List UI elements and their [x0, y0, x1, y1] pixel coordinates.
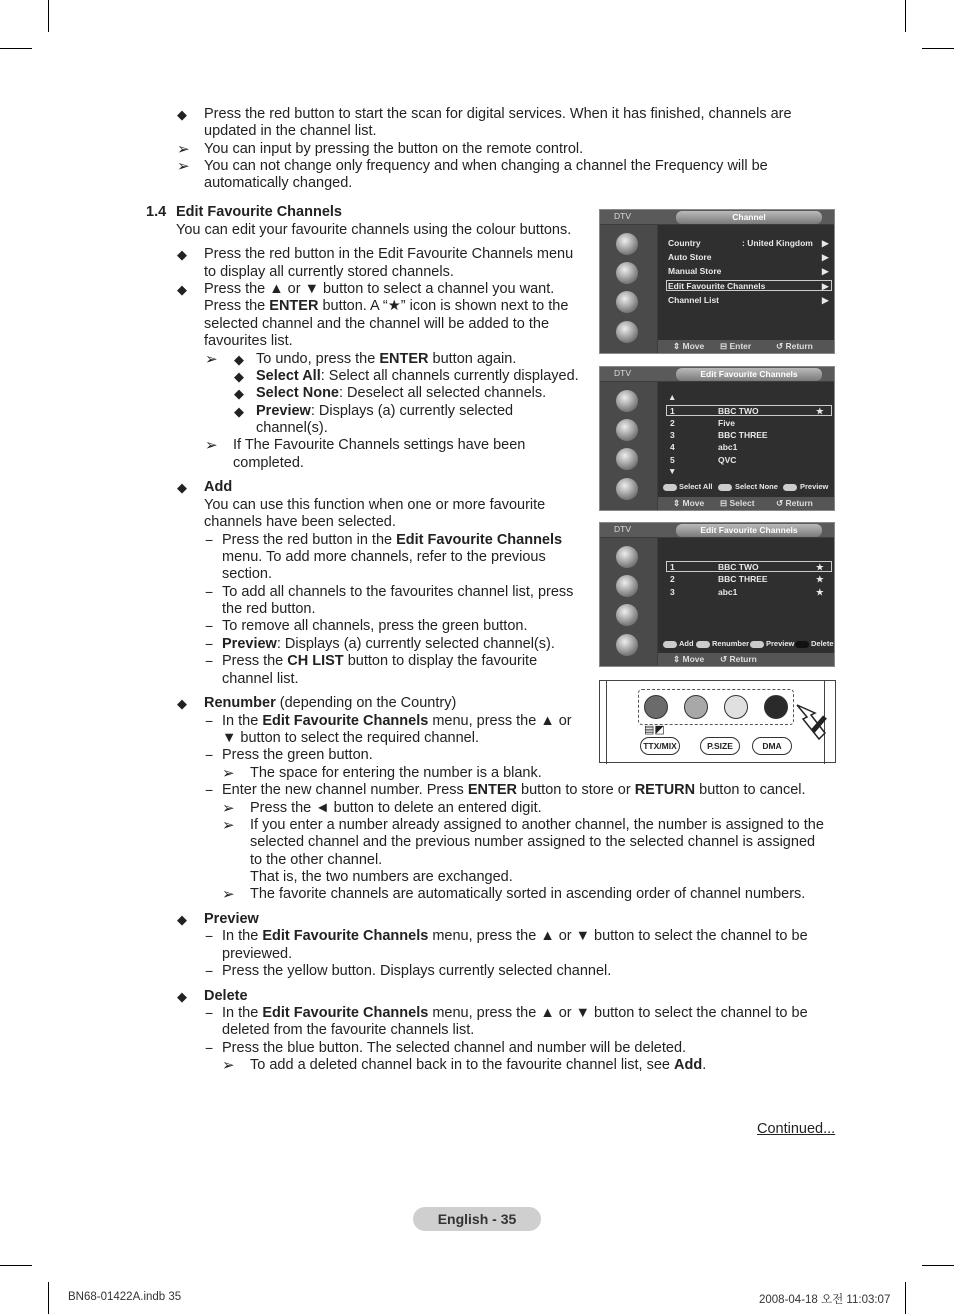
crop-mark — [48, 1282, 49, 1314]
body-line: To remove all channels, press the green button. — [222, 618, 528, 634]
menu-tab: Edit Favourite Channels — [676, 524, 822, 537]
arrow-right-icon: ▶ — [822, 281, 829, 291]
channel-name: BBC TWO — [718, 562, 759, 572]
return-hint: ↺ Return — [776, 498, 813, 508]
dtv-label: DTV — [614, 524, 631, 534]
body-line: deleted from the favourite channels list. — [222, 1022, 475, 1038]
remote-body-edge — [606, 681, 607, 764]
dtv-label: DTV — [614, 211, 631, 221]
body-line: Select None: Deselect all selected channels. — [256, 385, 547, 401]
body-line: Press the yellow button. Displays currently selected channel. — [222, 963, 612, 979]
body-line: Enter the new channel number. Press ENTER button to store or RETURN button to cancel. — [222, 782, 806, 798]
body-line: favourites list. — [204, 333, 293, 349]
sound-icon — [616, 419, 638, 441]
blue-key-icon — [795, 641, 809, 648]
channel-num: 4 — [670, 442, 675, 452]
crop-mark — [0, 48, 32, 49]
body-line: Press the ▲ or ▼ button to select a channel you want. — [204, 281, 555, 297]
channel-num: 3 — [670, 430, 675, 440]
intro-line: updated in the channel list. — [204, 123, 377, 139]
note-arrow-icon: ➢ — [222, 765, 235, 782]
legend-label: Select All — [679, 482, 713, 491]
legend-label: Renumber — [712, 639, 750, 648]
channel-name: BBC TWO — [718, 406, 759, 416]
yellow-key-icon — [783, 484, 797, 491]
diamond-bullet-icon: ◆ — [234, 404, 244, 419]
channel-name: BBC THREE — [718, 430, 768, 440]
channel-num: 1 — [670, 562, 675, 572]
body-line: Preview: Displays (a) currently selected — [256, 403, 514, 419]
note-arrow-icon: ➢ — [177, 158, 190, 175]
channel-name: Five — [718, 418, 736, 428]
body-line: In the Edit Favourite Channels menu, press the ▲ or ▼ button to select the channel to be — [222, 1005, 808, 1021]
print-timestamp: 2008-04-18 오전 11:03:07 — [759, 1294, 891, 1306]
channel-name: BBC THREE — [718, 574, 768, 584]
diamond-bullet-icon: ◆ — [234, 369, 244, 384]
body-line: to display all currently stored channels. — [204, 264, 454, 280]
menu-list — [658, 225, 834, 353]
body-line: Select All: Select all channels currently displayed. — [256, 368, 579, 384]
continued-link[interactable]: Continued... — [757, 1121, 836, 1137]
star-icon: ★ — [816, 406, 824, 416]
diamond-bullet-icon: ◆ — [177, 107, 187, 122]
legend-label: Select None — [735, 482, 778, 491]
green-button-icon — [684, 695, 708, 719]
menu-tab: Channel — [676, 211, 822, 224]
psize-button: P.SIZE — [700, 737, 740, 755]
subsection-title: Preview — [204, 911, 259, 927]
picture-icon — [616, 233, 638, 255]
note-arrow-icon: ➢ — [222, 800, 235, 817]
screen-header — [600, 210, 834, 224]
intro-note: You can input by pressing the button on the remote control. — [204, 141, 584, 157]
dash-bullet-icon: − — [205, 782, 214, 798]
setup-icon — [616, 478, 638, 500]
body-line: Press the ENTER button. A “★” icon is shown next to the — [204, 298, 569, 314]
body-line: If you enter a number already assigned to another channel, the number is assigned to the — [250, 817, 824, 833]
return-hint: ↺ Return — [776, 341, 813, 351]
tv-menu-screenshot-channel — [599, 209, 835, 354]
body-line: Press the red button in the Edit Favourite Channels menu — [204, 246, 574, 262]
red-key-icon — [663, 484, 677, 491]
channel-num: 2 — [670, 418, 675, 428]
diamond-bullet-icon: ◆ — [177, 696, 187, 711]
menu-icon-column — [600, 225, 657, 353]
crop-mark — [0, 1265, 32, 1266]
menu-tab: Edit Favourite Channels — [676, 368, 822, 381]
note-arrow-icon: ➢ — [222, 817, 235, 834]
body-line: selected channel and the channel will be added to the — [204, 316, 550, 332]
channel-num: 1 — [670, 406, 675, 416]
setup-icon — [616, 634, 638, 656]
body-line: completed. — [233, 455, 304, 471]
body-line: previewed. — [222, 946, 293, 962]
arrow-right-icon: ▶ — [822, 295, 829, 305]
tv-menu-screenshot-favourites-list — [599, 522, 835, 667]
channel-num: 3 — [670, 587, 675, 597]
menu-item-label: Manual Store — [668, 266, 722, 276]
diamond-bullet-icon: ◆ — [234, 386, 244, 401]
red-button-icon — [644, 695, 668, 719]
arrow-right-icon: ▶ — [822, 266, 829, 276]
pointing-hand-icon — [795, 703, 829, 743]
channel-name: abc1 — [718, 587, 738, 597]
move-hint: ⇕ Move — [673, 498, 705, 508]
body-line: In the Edit Favourite Channels menu, press the ▲ or — [222, 713, 572, 729]
channel-num: 5 — [670, 455, 675, 465]
channel-list — [658, 382, 834, 510]
green-key-icon — [718, 484, 732, 491]
body-line: Press the ◄ button to delete an entered digit. — [250, 800, 542, 816]
sound-icon — [616, 262, 638, 284]
note-arrow-icon: ➢ — [205, 351, 218, 368]
legend-label: Preview — [766, 639, 795, 648]
note-arrow-icon: ➢ — [222, 1057, 235, 1074]
section-number: 1.4 — [146, 204, 167, 220]
body-line: menu. To add more channels, refer to the previous — [222, 549, 546, 565]
intro-note: automatically changed. — [204, 175, 353, 191]
body-line: The space for entering the number is a blank. — [250, 765, 542, 781]
dash-bullet-icon: − — [205, 963, 214, 979]
legend-label: Add — [679, 639, 694, 648]
tv-menu-screenshot-edit-favourites — [599, 366, 835, 511]
body-line: section. — [222, 566, 272, 582]
dash-bullet-icon: − — [205, 618, 214, 634]
screen-header — [600, 523, 834, 537]
return-hint: ↺ Return — [720, 654, 757, 664]
body-line: Press the blue button. The selected channel and number will be deleted. — [222, 1040, 687, 1056]
enter-hint: ⊟ Enter — [720, 341, 752, 351]
yellow-button-icon — [724, 695, 748, 719]
teletext-icon: ▤◩ — [644, 724, 665, 736]
section-intro: You can edit your favourite channels using the colour buttons. — [176, 222, 572, 238]
body-line: the red button. — [222, 601, 316, 617]
body-line: to the other channel. — [250, 852, 383, 868]
star-icon: ★ — [816, 562, 824, 572]
move-hint: ⇕ Move — [673, 341, 705, 351]
blue-button-icon — [764, 695, 788, 719]
diamond-bullet-icon: ◆ — [177, 480, 187, 495]
diamond-bullet-icon: ◆ — [177, 247, 187, 262]
star-icon: ★ — [816, 574, 824, 584]
diamond-bullet-icon: ◆ — [177, 989, 187, 1004]
body-line: ▼ button to select the required channel. — [222, 730, 479, 746]
subsection-title: Add — [204, 479, 233, 495]
dma-button: DMA — [752, 737, 792, 755]
crop-mark — [922, 1265, 954, 1266]
dash-bullet-icon: − — [205, 653, 214, 669]
menu-item-value: : United Kingdom — [742, 238, 813, 248]
dtv-label: DTV — [614, 368, 631, 378]
dash-bullet-icon: − — [205, 532, 214, 548]
channel-icon — [616, 604, 638, 626]
file-info: BN68-01422A.indb 35 — [68, 1291, 182, 1303]
note-arrow-icon: ➢ — [177, 141, 190, 158]
subsection-title: Delete — [204, 988, 248, 1004]
body-line: In the Edit Favourite Channels menu, press the ▲ or ▼ button to select the channel to be — [222, 928, 808, 944]
picture-icon — [616, 390, 638, 412]
arrow-right-icon: ▶ — [822, 238, 829, 248]
intro-note: You can not change only frequency and when changing a channel the Frequency will be — [204, 158, 768, 174]
body-line: Press the red button in the Edit Favourite Channels — [222, 532, 563, 548]
body-line: Preview: Displays (a) currently selected channel(s). — [222, 636, 555, 652]
dash-bullet-icon: − — [205, 584, 214, 600]
scroll-up-icon: ▲ — [668, 392, 677, 402]
menu-item-label: Edit Favourite Channels — [668, 281, 766, 291]
intro-line: Press the red button to start the scan for digital services. When it has finished, channels are — [204, 106, 792, 122]
body-line: selected channel and the previous number assigned to the selected channel is assigned — [250, 834, 816, 850]
diamond-bullet-icon: ◆ — [177, 282, 187, 297]
screen-header — [600, 367, 834, 381]
subsection-title: Renumber (depending on the Country) — [204, 695, 457, 711]
move-hint: ⇕ Move — [673, 654, 705, 664]
dash-bullet-icon: − — [205, 1040, 214, 1056]
diamond-bullet-icon: ◆ — [234, 352, 244, 367]
legend-label: Delete — [811, 639, 834, 648]
dash-bullet-icon: − — [205, 1005, 214, 1021]
body-line: To add a deleted channel back in to the favourite channel list, see Add. — [250, 1057, 707, 1073]
screen-footer — [658, 497, 834, 510]
setup-icon — [616, 321, 638, 343]
body-line: channel(s). — [256, 420, 328, 436]
menu-item-label: Channel List — [668, 295, 720, 305]
channel-list — [658, 538, 834, 666]
body-line: You can use this function when one or more favourite — [204, 497, 546, 513]
remote-control-illustration — [599, 680, 836, 763]
diamond-bullet-icon: ◆ — [177, 912, 187, 927]
screen-footer — [658, 653, 834, 666]
body-line: channels have been selected. — [204, 514, 396, 530]
dash-bullet-icon: − — [205, 747, 214, 763]
menu-item-label: Country — [668, 238, 701, 248]
menu-icon-column — [600, 538, 657, 666]
ttx-mix-button: TTX/MIX — [640, 737, 680, 755]
crop-mark — [905, 1282, 906, 1314]
channel-num: 2 — [670, 574, 675, 584]
yellow-key-icon — [750, 641, 764, 648]
legend-label: Preview — [800, 482, 829, 491]
green-key-icon — [696, 641, 710, 648]
body-line: Press the green button. — [222, 747, 373, 763]
screen-footer — [658, 340, 834, 353]
dash-bullet-icon: − — [205, 636, 214, 652]
menu-icon-column — [600, 382, 657, 510]
section-title: Edit Favourite Channels — [176, 204, 342, 220]
arrow-right-icon: ▶ — [822, 252, 829, 262]
body-line: The favorite channels are automatically sorted in ascending order of channel numbers. — [250, 886, 806, 902]
crop-mark — [905, 0, 906, 32]
channel-name: QVC — [718, 455, 737, 465]
page-number-badge: English - 35 — [413, 1207, 541, 1231]
dash-bullet-icon: − — [205, 928, 214, 944]
scroll-down-icon: ▼ — [668, 466, 677, 476]
crop-mark — [922, 48, 954, 49]
dash-bullet-icon: − — [205, 713, 214, 729]
channel-icon — [616, 291, 638, 313]
note-arrow-icon: ➢ — [205, 437, 218, 454]
star-icon: ★ — [816, 587, 824, 597]
note-arrow-icon: ➢ — [222, 886, 235, 903]
menu-item-label: Auto Store — [668, 252, 712, 262]
picture-icon — [616, 546, 638, 568]
red-key-icon — [663, 641, 677, 648]
sound-icon — [616, 575, 638, 597]
body-line: To undo, press the ENTER button again. — [256, 351, 517, 367]
body-line: If The Favourite Channels settings have been — [233, 437, 526, 453]
select-hint: ⊟ Select — [720, 498, 755, 508]
body-line: channel list. — [222, 671, 299, 687]
channel-name: abc1 — [718, 442, 738, 452]
channel-icon — [616, 448, 638, 470]
body-line: Press the CH LIST button to display the favourite — [222, 653, 538, 669]
crop-mark — [48, 0, 49, 32]
body-line: That is, the two numbers are exchanged. — [250, 869, 513, 885]
body-line: To add all channels to the favourites channel list, press — [222, 584, 574, 600]
